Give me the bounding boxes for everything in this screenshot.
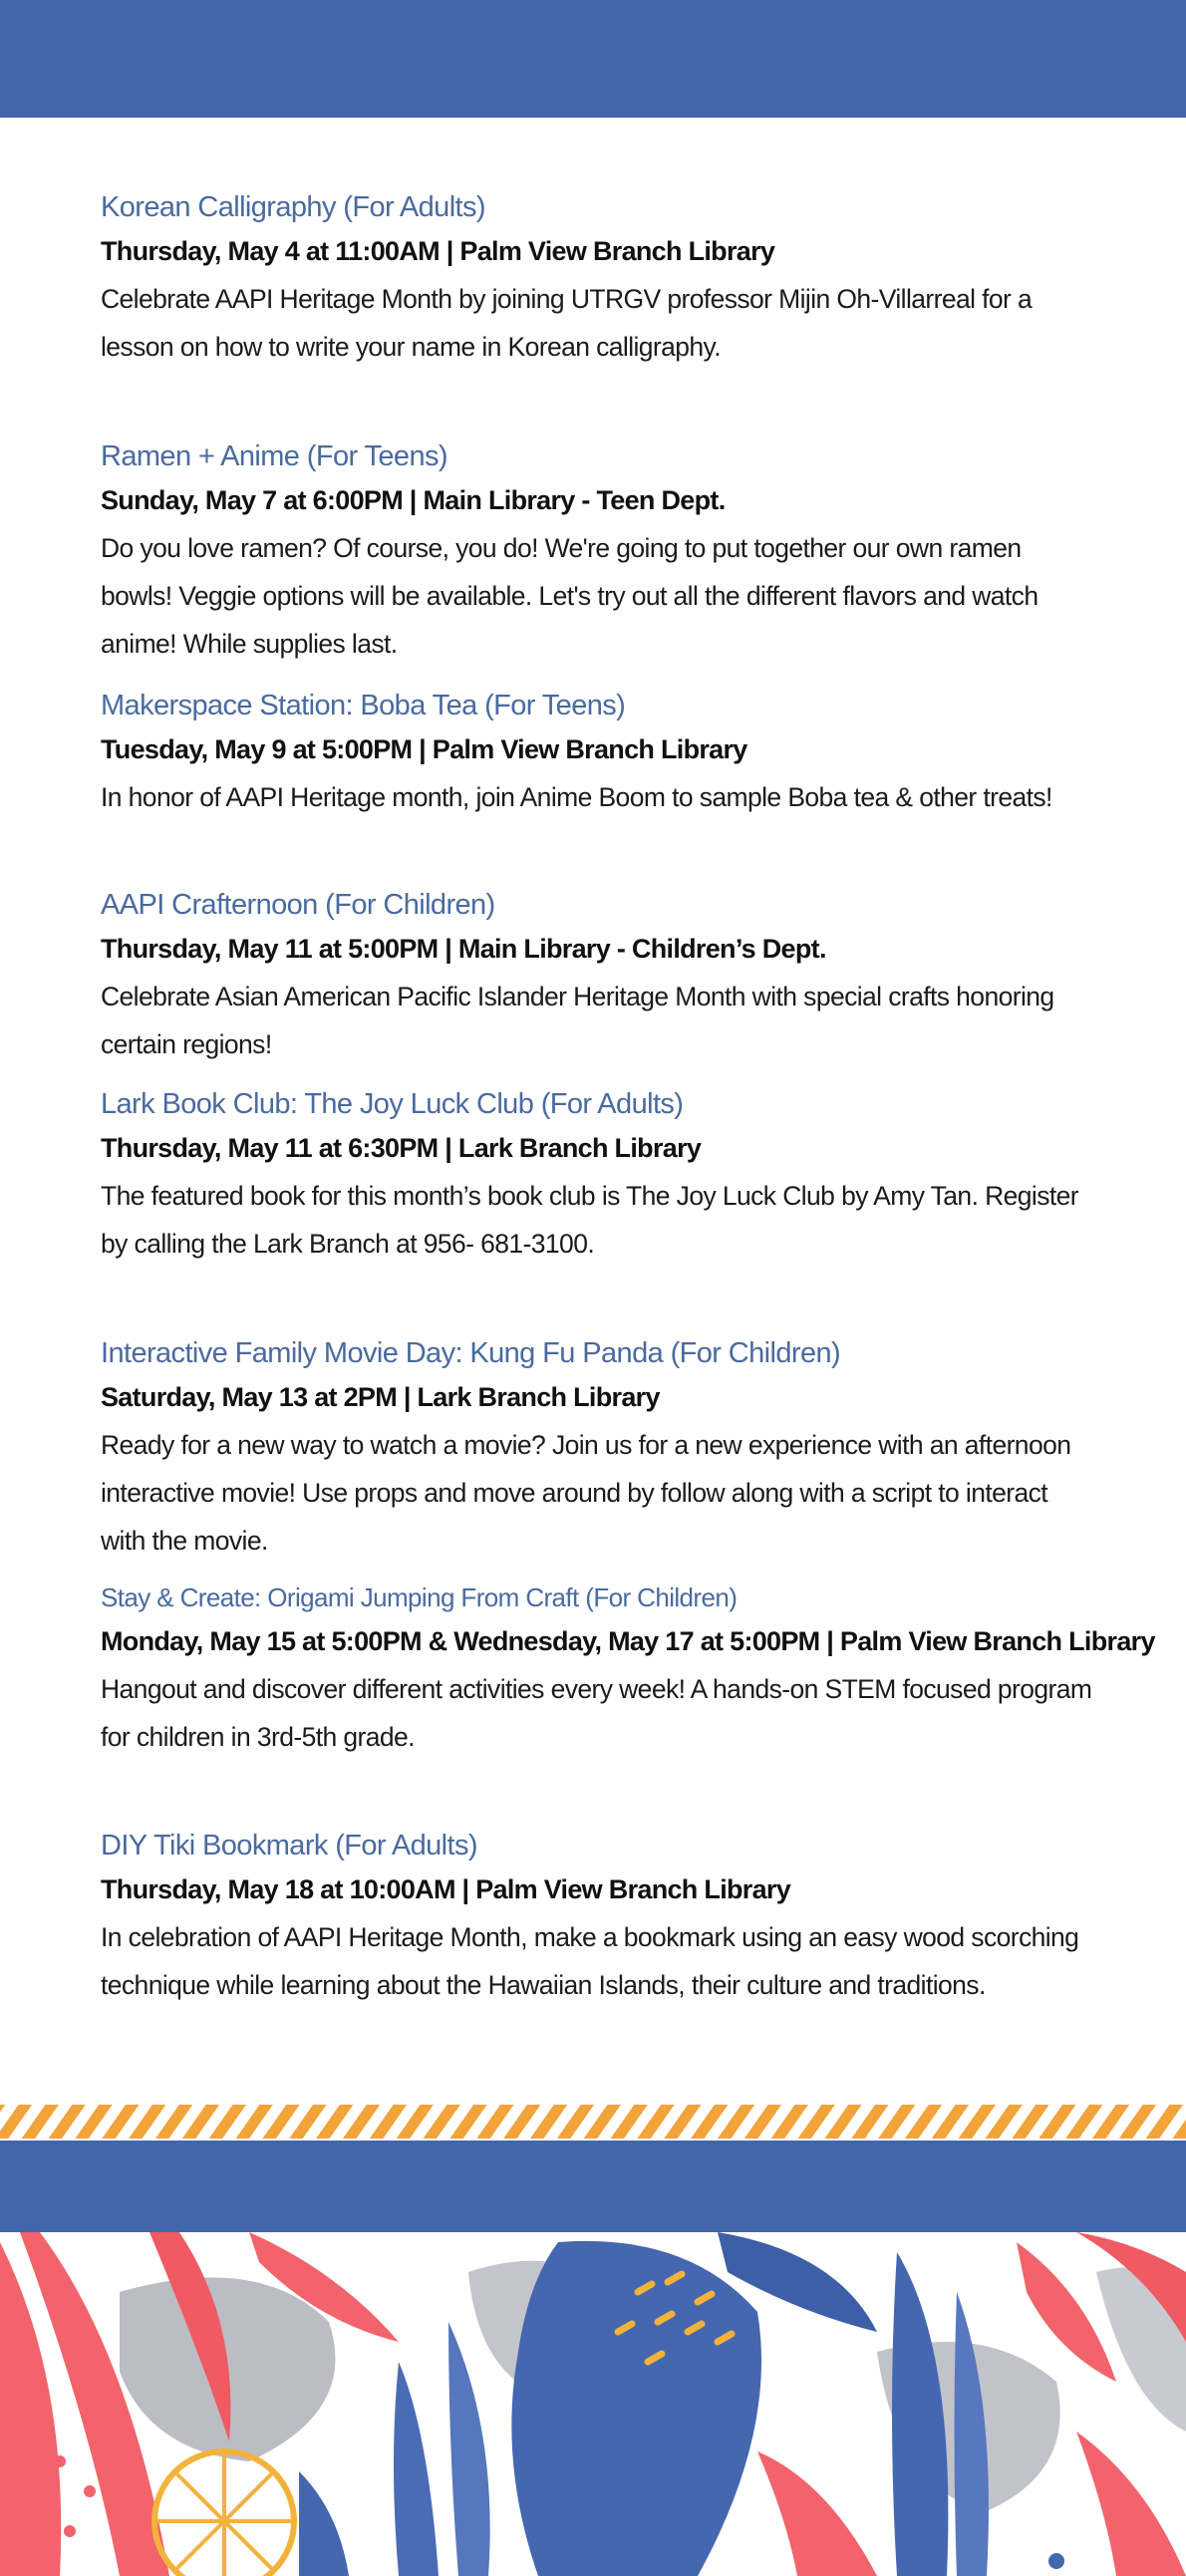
event-boba-tea — [101, 686, 1097, 821]
event-title: Makerspace Station: Boba Tea (For Teens) — [101, 690, 626, 721]
event-korean-calligraphy — [101, 187, 1097, 371]
event-date-location: Monday, May 15 at 5:00PM & Wednesday, May 17 at 5:00PM | Palm View Branch Library — [101, 1626, 1155, 1656]
event-date-location: Thursday, May 4 at 11:00AM | Palm View Branch Library — [101, 236, 775, 266]
event-lark-book-club — [101, 1084, 1097, 1268]
event-description: In honor of AAPI Heritage month, join Anime Boom to sample Boba tea & other treats! — [101, 782, 1052, 812]
event-title: Lark Book Club: The Joy Luck Club (For Adults) — [101, 1088, 684, 1120]
event-title: AAPI Crafternoon (For Children) — [101, 889, 495, 921]
event-description: Hangout and discover different activities every week! A hands-on STEM focused program for children in 3rd-5th grade. — [101, 1674, 1092, 1752]
event-date-location: Thursday, May 18 at 10:00AM | Palm View Branch Library — [101, 1874, 791, 1904]
event-diy-tiki-bookmark — [101, 1826, 1097, 2009]
event-family-movie-day — [101, 1333, 1097, 1565]
event-title: Korean Calligraphy (For Adults) — [101, 191, 485, 223]
event-aapi-crafternoon — [101, 885, 1097, 1068]
event-title: DIY Tiki Bookmark (For Adults) — [101, 1830, 477, 1861]
bottom-color-band — [0, 2141, 1186, 2232]
event-date-location: Thursday, May 11 at 5:00PM | Main Library - Children’s Dept. — [101, 934, 826, 964]
event-date-location: Saturday, May 13 at 2PM | Lark Branch Library — [101, 1382, 660, 1412]
event-description: Celebrate Asian American Pacific Islander Heritage Month with special crafts honoring certain regions! — [101, 982, 1054, 1059]
event-date-location: Tuesday, May 9 at 5:00PM | Palm View Branch Library — [101, 734, 747, 764]
tropical-leaf-artwork — [0, 2232, 1186, 2576]
event-ramen-anime — [101, 436, 1097, 668]
diagonal-stripe-border — [0, 2105, 1186, 2139]
event-title: Stay & Create: Origami Jumping From Craft (For Children) — [101, 1582, 738, 1612]
event-date-location: Thursday, May 11 at 6:30PM | Lark Branch Library — [101, 1133, 702, 1163]
event-stay-create — [101, 1577, 1155, 1761]
event-date-location: Sunday, May 7 at 6:00PM | Main Library - Teen Dept. — [101, 485, 726, 515]
event-description: Celebrate AAPI Heritage Month by joining UTRGV professor Mijin Oh-Villarreal for a lesson on how to write your name in Korean calligraphy. — [101, 284, 1033, 362]
top-color-band — [0, 0, 1186, 118]
event-description: Do you love ramen? Of course, you do! We're going to put together our own ramen bowls! Veggie options will be available. Let's try out all the different flavors and watch anime! While supplies last. — [101, 533, 1038, 659]
event-description: In celebration of AAPI Heritage Month, make a bookmark using an easy wood scorching technique while learning about the Hawaiian Islands, their culture and traditions. — [101, 1922, 1079, 2000]
event-description: The featured book for this month’s book club is The Joy Luck Club by Amy Tan. Register by calling the Lark Branch at 956- 681-3100. — [101, 1181, 1078, 1259]
event-title: Interactive Family Movie Day: Kung Fu Panda (For Children) — [101, 1337, 841, 1369]
event-title: Ramen + Anime (For Teens) — [101, 440, 447, 472]
event-description: Ready for a new way to watch a movie? Join us for a new experience with an afternoon interactive movie! Use props and move around by follow along with a script to interact with the movie. — [101, 1430, 1071, 1556]
